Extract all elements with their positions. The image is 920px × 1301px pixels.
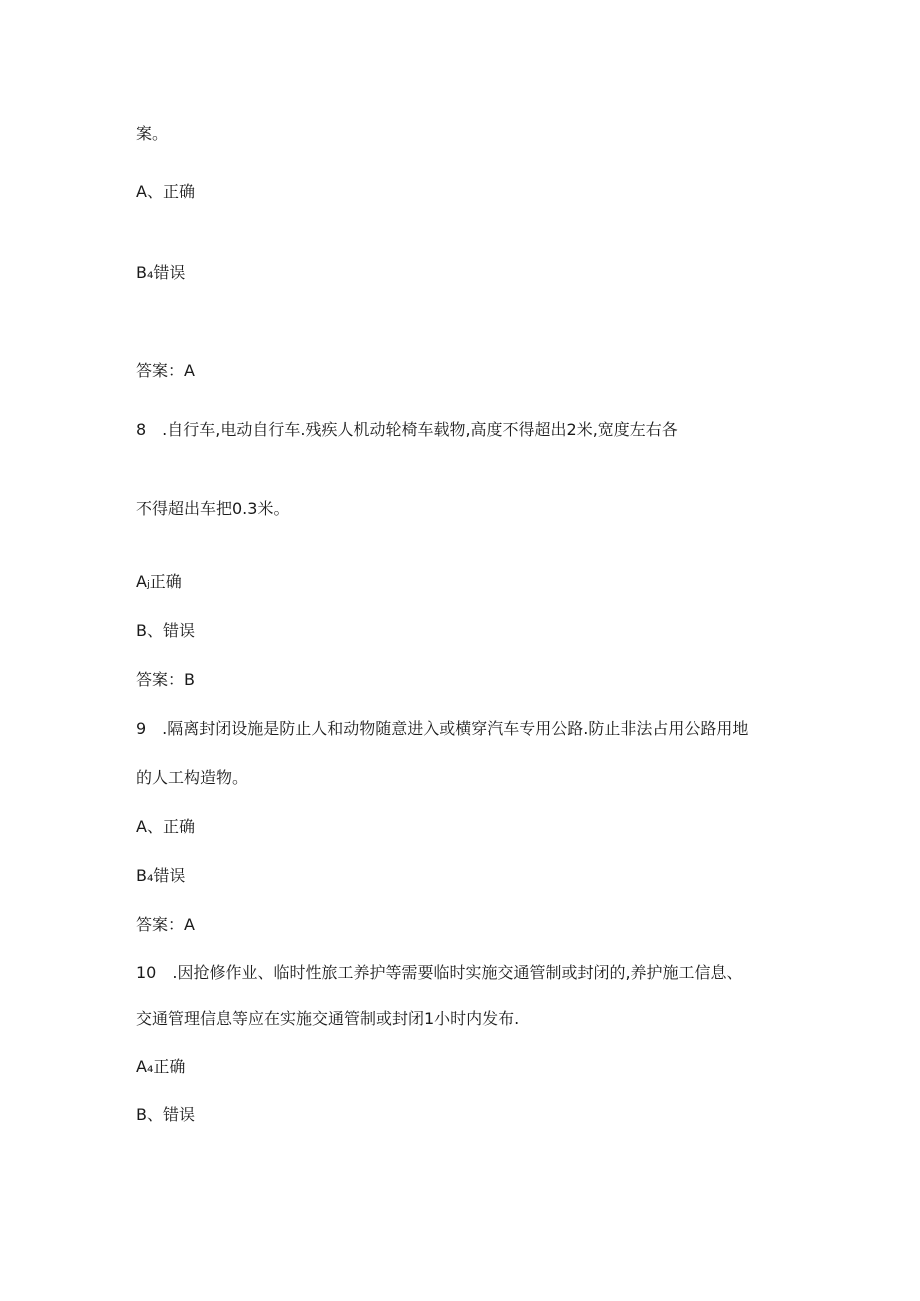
question-7-text-end: 案。 [136, 124, 169, 143]
question-10-option-b: B、错误 [136, 1105, 195, 1124]
question-9-option-b: B₄错误 [136, 866, 186, 885]
question-8-text: 8 .自行车,电动自行车.残疾人机动轮椅车载物,高度不得超出2米,宽度左右各 [136, 420, 678, 439]
question-9-text-cont: 的人工构造物。 [136, 768, 249, 787]
question-10-option-a: A₄正确 [136, 1057, 186, 1076]
question-8-answer: 答案：B [136, 670, 195, 689]
question-9-option-a: A、正确 [136, 817, 195, 836]
question-8-text-cont: 不得超出车把0.3米。 [136, 499, 290, 518]
question-8-option-a: Aⱼ正确 [136, 572, 182, 591]
question-10-text-cont: 交通管理信息等应在实施交通管制或封闭1小时内发布. [136, 1009, 520, 1028]
question-10-text: 10 .因抢修作业、临时性旅工养护等需要临时实施交通管制或封闭的,养护施工信息、 [136, 963, 743, 982]
question-8-option-b: B、错误 [136, 621, 195, 640]
question-7-option-a: A、正确 [136, 182, 195, 201]
question-9-answer: 答案：A [136, 915, 195, 934]
question-9-text: 9 .隔离封闭设施是防止人和动物随意进入或横穿汽车专用公路.防止非法占用公路用地 [136, 719, 749, 738]
question-7-answer: 答案：A [136, 361, 195, 380]
question-7-option-b: B₄错误 [136, 263, 186, 282]
